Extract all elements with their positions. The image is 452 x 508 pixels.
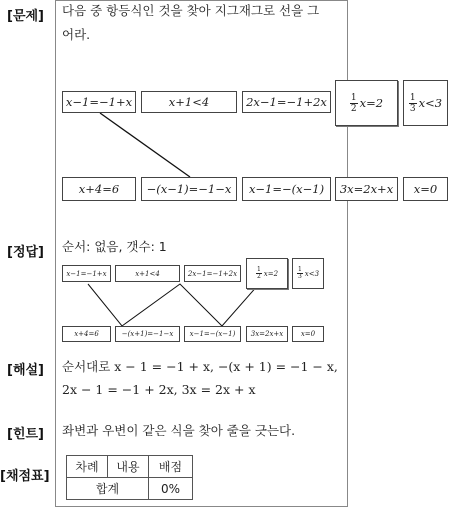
score-total-label: 합계 [67, 478, 149, 500]
hint-tag: [힌트] [7, 427, 44, 442]
score-header-points: 배점 [149, 456, 193, 478]
problem-top-item-2[interactable]: x+1<4 [141, 91, 237, 113]
answer-top-item-5: $\frac{1}{3}$ x<3 [292, 258, 324, 289]
score-header-content: 내용 [108, 456, 149, 478]
score-total-value: 0% [149, 478, 193, 500]
fraction-third: $\frac{1}{3}$ [409, 92, 416, 114]
score-total-row [67, 478, 193, 500]
answer-top-item-3: 2x−1=−1+2x [184, 265, 241, 282]
problem-top-item-4[interactable]: $\frac{1}{2}$ x=2 [335, 80, 398, 126]
problem-bottom-item-3[interactable]: x−1=−(x−1) [242, 177, 331, 201]
problem-line-1: 다음 중 항등식인 것을 찾아 지그재그로 선을 그 [62, 3, 320, 18]
problem-bottom-item-4[interactable]: 3x=2x+x [335, 177, 398, 201]
answer-top-item-1: x−1=−1+x [62, 265, 111, 282]
answer-fraction-third: $\frac{1}{3}$ [297, 266, 302, 280]
hint-text: 좌변과 우변이 같은 식을 찾아 줄을 긋는다. [62, 423, 296, 438]
explanation-tag: [해설] [7, 363, 44, 378]
answer-zigzag-line [88, 284, 259, 326]
problem-top-item-5[interactable]: $\frac{1}{3}$ x<3 [403, 80, 448, 126]
explanation-line-2: 2x − 1 = −1 + 2x, 3x = 2x + x [62, 382, 256, 397]
problem-top-item-1[interactable]: x−1=−1+x [62, 91, 136, 113]
answer-bottom-item-1: x+4=6 [62, 326, 111, 342]
answer-tag: [정답] [7, 245, 44, 260]
problem-bottom-item-5[interactable]: x=0 [403, 177, 448, 201]
answer-summary: 순서: 없음, 갯수: 1 [62, 239, 167, 254]
score-table [66, 455, 193, 500]
problem-bottom-item-1[interactable]: x+4=6 [62, 177, 136, 201]
fraction-half: $\frac{1}{2}$ [350, 92, 357, 114]
problem-bottom-item-2[interactable]: −(x−1)=−1−x [141, 177, 237, 201]
answer-bottom-item-4: 3x=2x+x [246, 326, 288, 342]
problem-line-2: 어라. [62, 27, 91, 42]
answer-fraction-half: $\frac{1}{2}$ [256, 266, 261, 280]
answer-bottom-item-3: x−1=−(x−1) [184, 326, 241, 342]
problem-top-item-3[interactable]: 2x−1=−1+2x [242, 91, 331, 113]
answer-bottom-item-5: x=0 [292, 326, 324, 342]
answer-bottom-item-2: −(x+1)=−1−x [115, 326, 180, 342]
problem-tag: [문제] [7, 9, 44, 24]
scoring-tag: [채점표] [0, 469, 50, 484]
score-header-order: 차례 [67, 456, 108, 478]
answer-top-item-2: x+1<4 [115, 265, 180, 282]
answer-top-item-4: $\frac{1}{2}$ x=2 [246, 258, 288, 289]
explanation-line-1: 순서대로 x − 1 = −1 + x, −(x + 1) = −1 − x, [62, 359, 338, 374]
score-header-row [67, 456, 193, 478]
